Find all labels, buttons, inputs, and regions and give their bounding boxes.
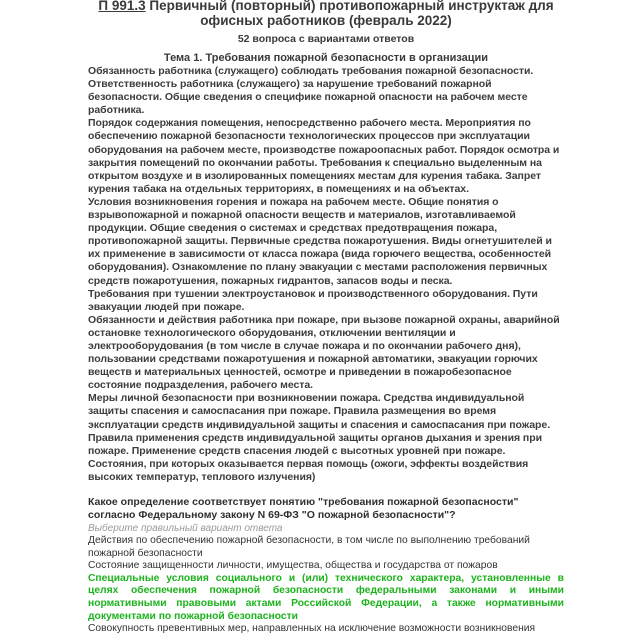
answer-option: Совокупность превентивных мер, направленных на исключение возможности возникновения [88, 623, 536, 635]
paragraph: Обязанность работника (служащего) соблюдать требования пожарной безопасности. Ответственность работника (служащего) за нарушение требований пожарной безопасности. Общие сведения о специфике пожарной опасности на рабочем месте работника. [88, 65, 534, 117]
document-subtitle: 52 вопроса с вариантами ответов [237, 33, 415, 45]
answer-option: Состояние защищенности личности, имущества, общества и государства от пожаров [88, 560, 498, 572]
answer-hint: Выберите правильный вариант ответа [88, 523, 283, 534]
document-title [88, 0, 564, 28]
question-text: Какое определение соответствует понятию "требования пожарной безопасности" согласно Федеральному закону N 69-ФЗ "О пожарной безопасности"? [88, 496, 519, 521]
paragraph: Порядок содержания помещения, непосредственно рабочего места. Мероприятия по обеспечению пожарной безопасности технологических процессов при эксплуатации оборудования на рабочем месте, производстве пожароопасных работ. Порядок осмотра и закрытия помещений по окончании работы. Требования к специально выделенным на открытом воздухе и в изолированных помещениях местам для курения табака. Запрет курения табака на отдельных территориях, в помещениях и на объектах. [88, 117, 560, 195]
paragraph: Меры личной безопасности при возникновении пожара. Средства индивидуальной защиты спасения и самоспасания при пожаре. Правила размещения во время эксплуатации средств индивидуальной защиты и спасения и самоспасания при пожаре. Правила применения средств индивидуальной защиты органов дыхания и зрения при пожаре. Применение средств спасения людей с высотных уровней при пожаре. [88, 392, 551, 457]
paragraph: Состояния, при которых оказывается первая помощь (ожоги, эффекты воздействия высоких температур, теплового излучения) [88, 457, 529, 483]
question-block [88, 496, 564, 636]
answer-option-correct: Специальные условия социального и (или) технического характера, установленные в целях обеспечения пожарной безопасности федеральными законами и иными нормативными правовыми актами Российской Федерации, а также нормативными документами по пожарной безопасности [88, 572, 564, 622]
paragraph: Требования при тушении электроустановок и производственного оборудования. Пути эвакуации людей при пожаре. [88, 287, 538, 313]
document-code[interactable]: П 991.3 [98, 0, 146, 13]
document-page [88, 0, 564, 640]
paragraph: Обязанности и действия работника при пожаре, при вызове пожарной охраны, аварийной остановке технологического оборудования, отключении вентиляции и электрооборудования (в том числе в случае пожара и по окончании рабочего дня), пользовании средствами пожаротушения и пожарной автоматики, эвакуации горючих веществ и материальных ценностей, осмотре и приведении в пожаробезопасное состояние подразделения, рабочего места. [88, 313, 560, 392]
paragraph: Условия возникновения горения и пожара на рабочем месте. Общие понятия о взрывопожарной и пожарной опасности веществ и материалов, изготавливаемой продукции. Общие сведения о системах и средствах предотвращения пожара, противопожарной защиты. Первичные средства пожаротушения. Виды огнетушителей и их применение в зависимости от класса пожара (вида горючего вещества, особенностей оборудования). Ознакомление по плану эвакуации с местами расположения первичных средств пожаротушения, пожарных гидрантов, запасов воды и песка. [88, 195, 552, 287]
answer-option: Действия по обеспечению пожарной безопасности, в том числе по выполнению требований пожарной безопасности [88, 535, 530, 559]
topic-heading: Тема 1. Требования пожарной безопасности в организации [163, 52, 489, 64]
document-title-text: Первичный (повторный) противопожарный инструктаж для офисных работников (февраль 2022) [145, 0, 554, 28]
topic-paragraphs [88, 65, 564, 484]
